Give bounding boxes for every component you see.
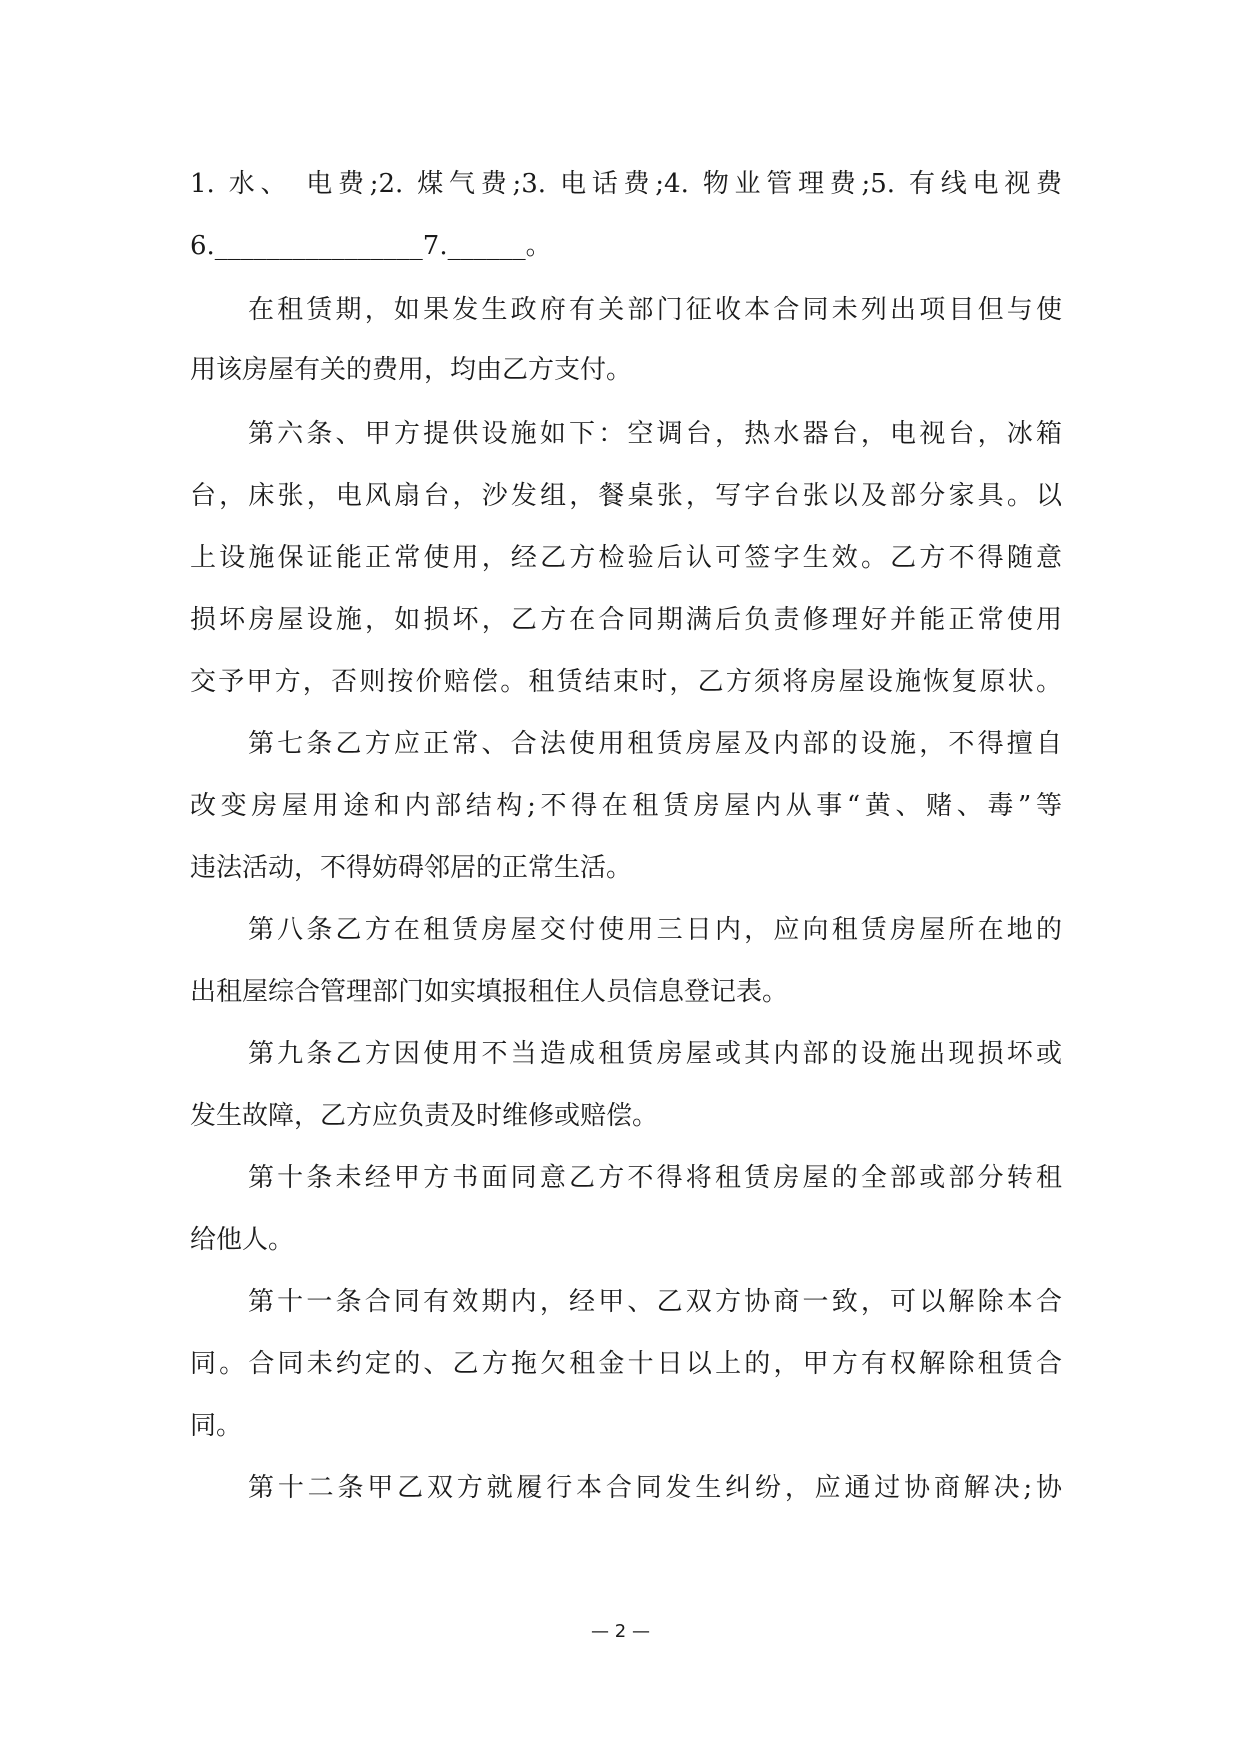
article-7-line: 改变房屋用途和内部结构;不得在租赁房屋内从事“黄、赌、毒”等 [190,791,1062,821]
fee-list-blanks-line: 6.________________7.______。 [190,231,552,261]
paragraph-line: 用该房屋有关的费用，均由乙方支付。 [190,355,633,385]
article-8-line: 第八条乙方在租赁房屋交付使用三日内，应向租赁房屋所在地的 [248,915,1062,945]
article-7-line: 违法活动，不得妨碍邻居的正常生活。 [190,853,633,883]
fee-list-line: 1. 水、 电费;2. 煤气费;3. 电话费;4. 物业管理费;5. 有线电视费 [190,169,1062,199]
article-9-line: 第九条乙方因使用不当造成租赁房屋或其内部的设施出现损坏或 [248,1039,1062,1069]
article-11-line: 第十一条合同有效期内，经甲、乙双方协商一致，可以解除本合 [248,1287,1062,1317]
article-11-line: 同。合同未约定的、乙方拖欠租金十日以上的，甲方有权解除租赁合 [190,1349,1062,1379]
article-11-line: 同。 [190,1411,243,1441]
article-9-line: 发生故障，乙方应负责及时维修或赔偿。 [190,1101,659,1131]
paragraph-line: 在租赁期，如果发生政府有关部门征收本合同未列出项目但与使 [248,295,1062,325]
article-6-line: 台，床张，电风扇台，沙发组，餐桌张，写字台张以及部分家具。以 [190,481,1062,511]
article-6-line: 第六条、甲方提供设施如下：空调台，热水器台，电视台，冰箱 [248,419,1062,449]
page-number: — 2 — [591,1621,650,1642]
article-12-line: 第十二条甲乙双方就履行本合同发生纠纷，应通过协商解决;协 [248,1473,1062,1503]
article-6-line: 交予甲方，否则按价赔偿。租赁结束时，乙方须将房屋设施恢复原状。 [190,667,1062,697]
article-7-line: 第七条乙方应正常、合法使用租赁房屋及内部的设施，不得擅自 [248,729,1062,759]
article-6-line: 上设施保证能正常使用，经乙方检验后认可签字生效。乙方不得随意 [190,543,1062,573]
article-8-line: 出租屋综合管理部门如实填报租住人员信息登记表。 [190,977,789,1007]
article-10-line: 给他人。 [190,1225,295,1255]
article-10-line: 第十条未经甲方书面同意乙方不得将租赁房屋的全部或部分转租 [248,1163,1062,1193]
article-6-line: 损坏房屋设施，如损坏，乙方在合同期满后负责修理好并能正常使用 [190,605,1062,635]
